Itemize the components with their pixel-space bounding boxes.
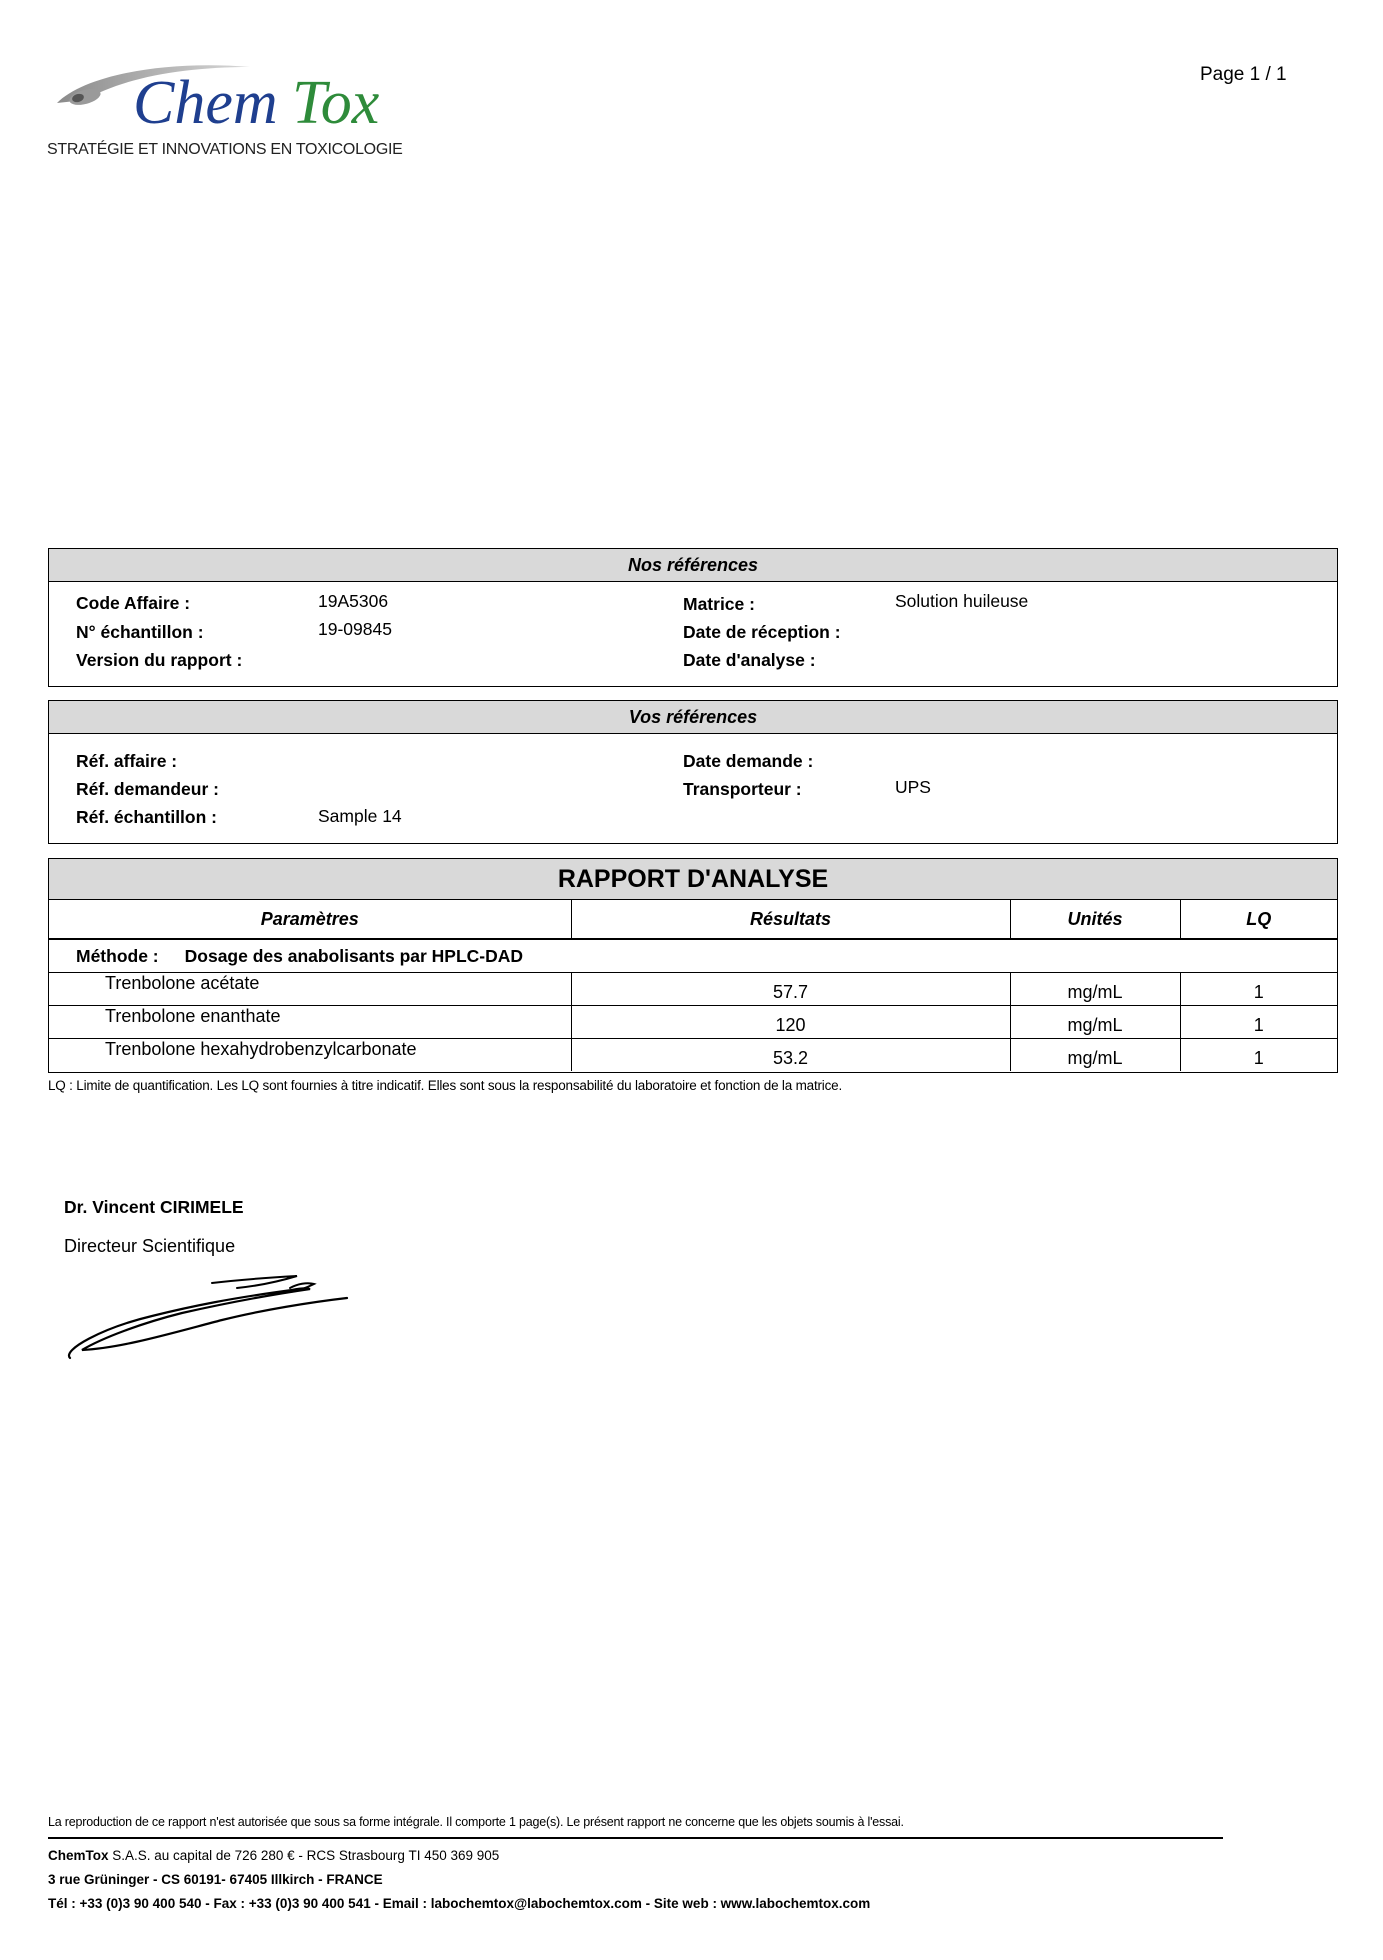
transporteur-label: Transporteur : bbox=[683, 779, 802, 799]
footer-address: 3 rue Grüninger - CS 60191- 67405 Illkirch - FRANCE bbox=[48, 1872, 383, 1887]
lq-cell: 1 bbox=[1180, 1039, 1337, 1072]
method-row bbox=[49, 939, 1337, 973]
footer-contact: Tél : +33 (0)3 90 400 540 - Fax : +33 (0)3 90 400 541 - Email : labochemtox@labochemtox.com - Site web : www.labochemtox.com bbox=[48, 1896, 871, 1911]
footer-company-name: ChemTox bbox=[48, 1848, 109, 1863]
rapport-title: RAPPORT D'ANALYSE bbox=[49, 859, 1337, 900]
lq-note: LQ : Limite de quantification. Les LQ sont fournies à titre indicatif. Elles sont sous la responsabilité du laboratoire et fonction de la matrice. bbox=[48, 1078, 842, 1093]
date-reception-label: Date de réception : bbox=[683, 622, 841, 642]
logo-tagline: STRATÉGIE ET INNOVATIONS EN TOXICOLOGIE bbox=[47, 141, 403, 158]
parametre-cell: Trenbolone enanthate bbox=[49, 1006, 571, 1039]
column-header-parametres: Paramètres bbox=[49, 900, 571, 939]
company-logo bbox=[45, 55, 435, 165]
column-header-resultats: Résultats bbox=[571, 900, 1010, 939]
transporteur-value: UPS bbox=[895, 777, 931, 797]
matrice-value: Solution huileuse bbox=[895, 591, 1029, 611]
rapport-analyse-box bbox=[48, 858, 1338, 1073]
parametre-cell: Trenbolone hexahydrobenzylcarbonate bbox=[49, 1039, 571, 1072]
nos-references-box bbox=[48, 548, 1338, 687]
code-affaire-label: Code Affaire : bbox=[76, 593, 191, 613]
footer-reproduction-note: La reproduction de ce rapport n'est autorisée que sous sa forme intégrale. Il comporte 1 page(s). Le présent rapport ne concerne que les objets soumis à l'essai. bbox=[48, 1815, 904, 1829]
column-header-lq: LQ bbox=[1180, 900, 1337, 939]
signatory-title: Directeur Scientifique bbox=[64, 1236, 236, 1256]
nos-references-title: Nos références bbox=[49, 549, 1337, 582]
ref-echantillon-label: Réf. échantillon : bbox=[76, 807, 217, 827]
ref-demandeur-label: Réf. demandeur : bbox=[76, 779, 219, 799]
logo-graphic bbox=[45, 55, 435, 145]
vos-references-box bbox=[48, 700, 1338, 844]
footer-company-details: S.A.S. au capital de 726 280 € - RCS Strasbourg TI 450 369 905 bbox=[108, 1848, 500, 1863]
resultat-cell: 53.2 bbox=[571, 1039, 1010, 1072]
lq-cell: 1 bbox=[1180, 973, 1337, 1006]
table-row bbox=[49, 1039, 1337, 1072]
page-number: Page 1 / 1 bbox=[1200, 64, 1287, 85]
ref-echantillon-value: Sample 14 bbox=[318, 806, 402, 826]
echantillon-value: 19-09845 bbox=[318, 619, 392, 639]
version-label: Version du rapport : bbox=[76, 650, 243, 670]
logo-word-chem: Chem bbox=[133, 69, 278, 137]
parametre-cell: Trenbolone acétate bbox=[49, 973, 571, 1006]
results-table bbox=[49, 900, 1337, 1071]
table-row bbox=[49, 1006, 1337, 1039]
footer-company bbox=[48, 1848, 499, 1863]
unite-cell: mg/mL bbox=[1010, 1039, 1180, 1072]
resultat-cell: 57.7 bbox=[571, 973, 1010, 1006]
unite-cell: mg/mL bbox=[1010, 1006, 1180, 1039]
table-header-row bbox=[49, 900, 1337, 939]
matrice-label: Matrice : bbox=[683, 594, 755, 614]
column-header-unites: Unités bbox=[1010, 900, 1180, 939]
method-label: Méthode : bbox=[76, 945, 159, 966]
date-analyse-label: Date d'analyse : bbox=[683, 650, 816, 670]
lq-cell: 1 bbox=[1180, 1006, 1337, 1039]
logo-word-tox: Tox bbox=[292, 69, 380, 137]
signature-image bbox=[62, 1258, 362, 1368]
code-affaire-value: 19A5306 bbox=[318, 591, 389, 611]
ref-affaire-label: Réf. affaire : bbox=[76, 751, 178, 771]
footer-divider bbox=[48, 1837, 1223, 1839]
resultat-cell: 120 bbox=[571, 1006, 1010, 1039]
signatory-name: Dr. Vincent CIRIMELE bbox=[64, 1197, 244, 1217]
echantillon-label: N° échantillon : bbox=[76, 622, 204, 642]
table-row bbox=[49, 973, 1337, 1006]
method-value: Dosage des anabolisants par HPLC-DAD bbox=[184, 945, 524, 966]
date-demande-label: Date demande : bbox=[683, 751, 814, 771]
unite-cell: mg/mL bbox=[1010, 973, 1180, 1006]
vos-references-title: Vos références bbox=[49, 701, 1337, 734]
